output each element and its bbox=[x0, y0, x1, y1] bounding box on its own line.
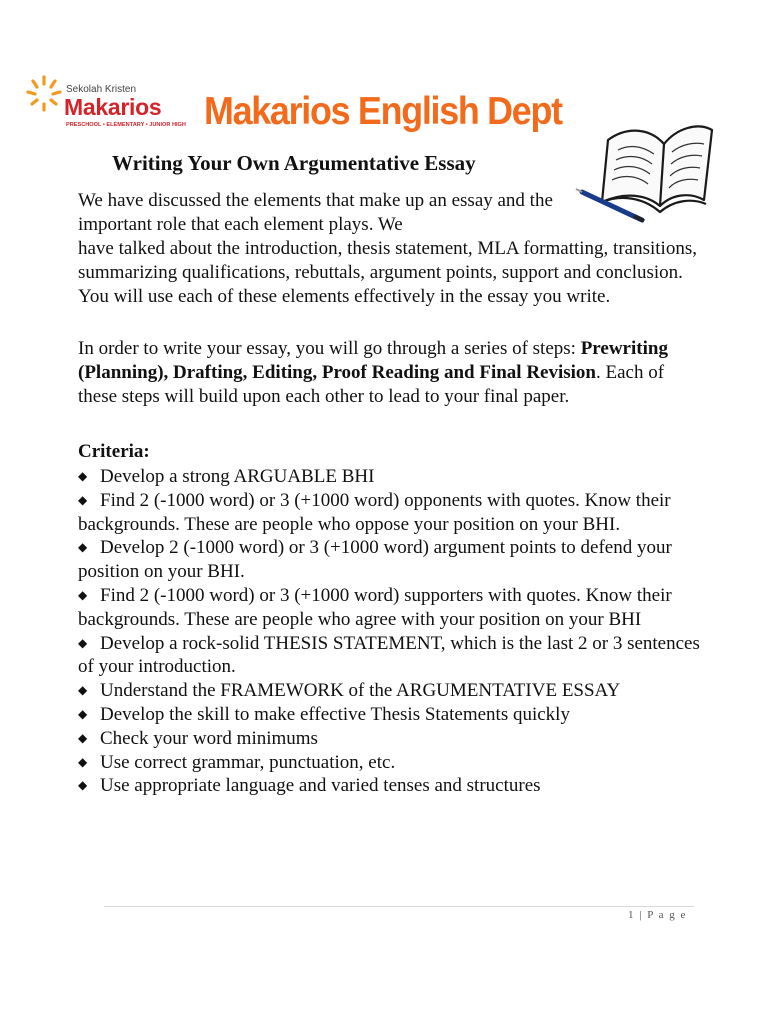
list-item bbox=[78, 489, 703, 537]
diamond-bullet-icon: ◆ bbox=[78, 706, 88, 721]
list-item bbox=[78, 774, 703, 798]
list-item-text: Develop 2 (-1000 word) or 3 (+1000 word) argument points to defend your position on your BHI. bbox=[78, 537, 672, 583]
school-logo bbox=[22, 72, 186, 134]
intro-paragraph bbox=[78, 189, 698, 309]
list-item bbox=[78, 751, 703, 775]
list-item-text: Find 2 (-1000 word) or 3 (+1000 word) supporters with quotes. Know their backgrounds. These are people who agree with your position on your BHI bbox=[78, 584, 672, 630]
steps-bold: Prewriting (Planning), Drafting, Editing, Proof Reading and Final Revision bbox=[78, 338, 668, 383]
department-title: Makarios English Dept bbox=[204, 90, 562, 133]
list-item bbox=[78, 584, 703, 632]
logo-tagline: PRESCHOOL • ELEMENTARY • JUNIOR HIGH bbox=[66, 122, 186, 128]
list-item bbox=[78, 727, 703, 751]
diamond-bullet-icon: ◆ bbox=[78, 635, 88, 650]
list-item bbox=[78, 679, 703, 703]
logo-name: Makarios bbox=[64, 94, 162, 120]
diamond-bullet-icon: ◆ bbox=[78, 683, 88, 698]
list-item-text: Use correct grammar, punctuation, etc. bbox=[100, 751, 396, 773]
criteria-heading: Criteria: bbox=[78, 441, 150, 462]
list-item-text: Find 2 (-1000 word) or 3 (+1000 word) opponents with quotes. Know their backgrounds. These are people who oppose your position on your BHI. bbox=[78, 489, 671, 535]
sunburst-logo-icon bbox=[22, 72, 66, 116]
diamond-bullet-icon: ◆ bbox=[78, 492, 88, 507]
list-item-text: Understand the FRAMEWORK of the ARGUMENTATIVE ESSAY bbox=[100, 680, 621, 702]
logo-subtitle: Sekolah Kristen bbox=[66, 84, 137, 95]
intro-line-2: have talked about the introduction, thesis statement, MLA formatting, transitions, summarizing qualifications, rebuttals, argument points, support and conclusion. You will use each of these elements effectively in the essay you write. bbox=[78, 238, 697, 307]
page-number: 1 | P a g e bbox=[628, 909, 687, 921]
diamond-bullet-icon: ◆ bbox=[78, 587, 88, 602]
document-title: Writing Your Own Argumentative Essay bbox=[112, 151, 476, 175]
footer-divider bbox=[104, 906, 694, 907]
intro-line-1: We have discussed the elements that make up an essay and the important role that each element plays. We bbox=[78, 190, 553, 235]
diamond-bullet-icon: ◆ bbox=[78, 540, 88, 555]
diamond-bullet-icon: ◆ bbox=[78, 469, 88, 483]
list-item-text: Develop a strong ARGUABLE BHI bbox=[100, 466, 375, 487]
diamond-bullet-icon: ◆ bbox=[78, 754, 88, 769]
list-item bbox=[78, 536, 703, 584]
steps-paragraph bbox=[78, 337, 678, 409]
list-item-text: Develop a rock-solid THESIS STATEMENT, which is the last 2 or 3 sentences of your introduction. bbox=[78, 632, 700, 678]
diamond-bullet-icon: ◆ bbox=[78, 778, 88, 793]
list-item-text: Use appropriate language and varied tenses and structures bbox=[100, 775, 541, 797]
criteria-list bbox=[78, 465, 703, 798]
list-item-text: Develop the skill to make effective Thesis Statements quickly bbox=[100, 703, 570, 725]
steps-lead: In order to write your essay, you will go through a series of steps: bbox=[78, 338, 581, 359]
steps-tail: . Each of these steps will build upon each other to lead to your final paper. bbox=[78, 362, 665, 407]
list-item bbox=[78, 465, 703, 489]
diamond-bullet-icon: ◆ bbox=[78, 730, 88, 745]
list-item-text: Check your word minimums bbox=[100, 727, 318, 749]
list-item bbox=[78, 703, 703, 727]
list-item bbox=[78, 632, 703, 680]
